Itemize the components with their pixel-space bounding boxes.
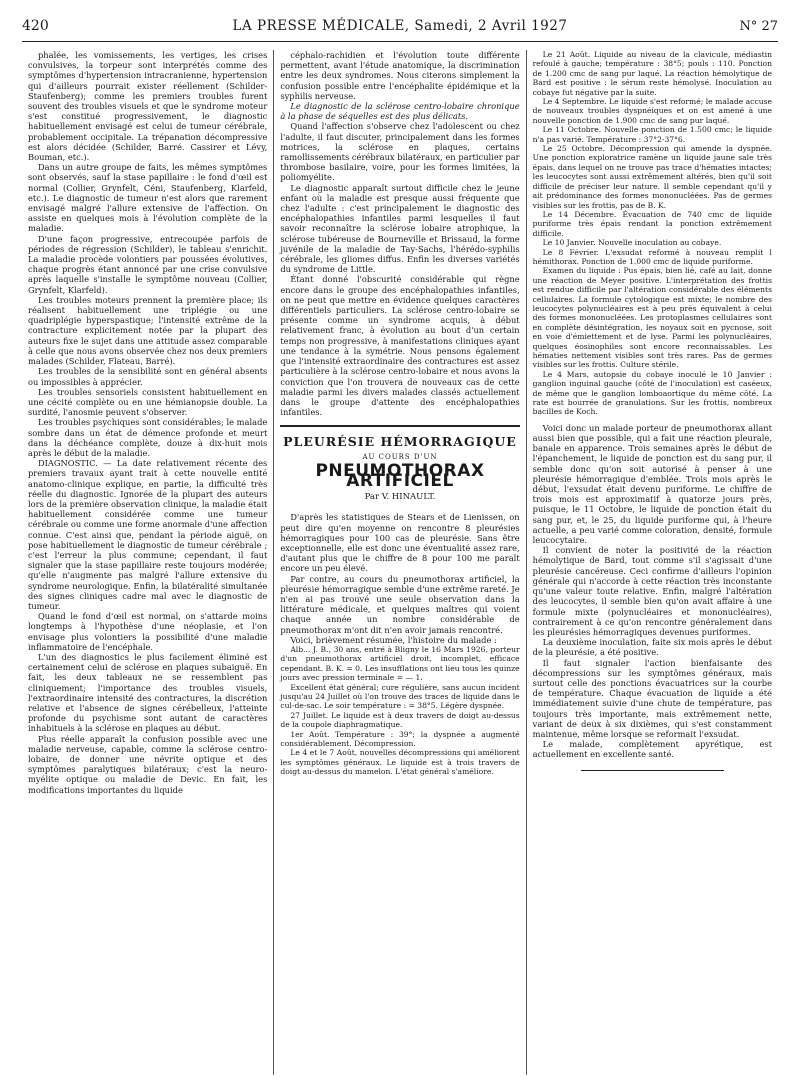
paragraph: Quand l'affection s'observe chez l'adolescent ou chez l'adulte, il faut discuter, principalement dans les formes motrices, la sclérose en plaques, certains ramollissements cérébraux bilatéraux, en particulier par thrombose basilaire, voire, pour les formes limitées, la poliomyélite. [280, 121, 520, 183]
paragraph: La deuxième inoculation, faite six mois après le début de la pleurésie, a été positive. [532, 637, 772, 658]
paragraph: Il convient de noter la positivité de la réaction hémolytique de Bard, tout comme s'il s'agissait d'une pleurésie cancéreuse. Ceci confirme d'ailleurs l'opinion générale qui n'accorde à cette réaction très inconstante qu'une valeur toute relative. Enfin, malgré l'altération des leucocytes, il semble bien qu'on avait affaire à une formule mixte (polynucléaires et mononucléaires), contrairement à ce qu'on rencontre généralement dans les pleurésies hémorragiques devenues puriformes. [532, 545, 772, 637]
case-entry: Le 4 et le 7 Août, nouvelles décompressions qui améliorent les symptômes généraux. Le liquide est à trois travers de doigt au-dessus du mamelon. L'état général s'améliore. [280, 748, 520, 777]
paragraph: Les troubles de la sensibilité sont en général absents ou impossibles à apprécier. [28, 366, 268, 387]
paragraph: L'un des diagnostics le plus facilement éliminé est certainement celui de sclérose en plaques subaiguë. En fait, les deux tableaux ne se ressemblent pas cliniquement; l'importance des troubles visuels, l'extraordinaire intensité des contractures, la discrétion relative et l'absence de signes cérébelleux, l'atteinte profonde du psychisme sont autant de caractères inhabituels à la sclérose en plaques au début. [28, 651, 268, 734]
paragraph: Le malade, complètement apyrétique, est actuellement en excellente santé. [532, 739, 772, 760]
paragraph: DIAGNOSTIC. — La date relativement récente des premiers travaux ayant trait à cette nouvelle entité anatomo-clinique explique, en partie, la difficulté très réelle du diagnostic. Ignorée de la plupart des auteurs lors de la première observation clinique, la maladie était habituellement considérée comme une tumeur cérébrale ou comme une forme anormale d'une affection connue. C'est ainsi que, pendant la période aiguë, on pose habituellement le diagnostic de tumeur cérébrale ; c'est l'erreur la plus commune; cependant, il faut signaler que la stase papillaire reste toujours modérée; qu'elle n'augmente pas malgré l'allure extensive du syndrome neurologique. Enfin, la bilatéralité simultanée des signes cliniques cadre mal avec le diagnostic de tumeur. [28, 458, 268, 611]
paragraph: phalée, les vomissements, les vertiges, les crises convulsives, la torpeur sont interprétés comme des symptômes d'hypertension intracranienne, hypertension qui d'ailleurs pourrait exister réellement (Schilder-Staufenberg); comme les premiers troubles furent souvent des troubles visuels et que le syndrome moteur s'est constitué progressivement, le diagnostic habituellement envisagé est celui de tumeur cérébrale, probablement occipitale. La trépanation décompressive est alors décidée (Schilder, Barré. Cassirer et Lévy, Bouman, etc.). [28, 50, 268, 163]
paragraph: Quand le fond d'œil est normal, on s'attarde moins longtemps à l'hypothèse d'une néoplasie, et l'on envisage plus volontiers la possibilité d'une maladie inflammatoire de l'encéphale. [28, 611, 268, 652]
case-entry: 27 Juillet. Le liquide est à deux travers de doigt au-dessus de la coupole diaphragmatique. [280, 710, 520, 730]
end-rule [581, 770, 725, 771]
case-entry: Examen du liquide : Pus épais, bien lié, café au lait, donne une réaction de Meyer positive. L'interprétation des frottis est rendue difficile par l'altération considérable des éléments cellulaires. La formule cytologique est mixte; le nombre des leucocytes polynucléaires est à peu près équivalent à celui des formes mononucléées. Les protoplasmes cellulaires sont en complète désintégration, les noyaux soit en pycnose, soit en voie d'émiettement et de lyse. Parmi les polynucléaires, quelques éosinophiles sont encore reconnaissables. Les hématies nettement visibles sont très rares. Pas de germes visibles sur les frottis. Culture stérile. [532, 266, 772, 370]
case-entry: Alb... J. B., 30 ans, entré à Bligny le 16 Mars 1926, porteur d'un pneumothorax artificiel droit, incomplet, efficace cependant. B. K. = 0. Les insufflations ont lieu tous les quinze jours avec pression terminale = — 1. [280, 644, 520, 683]
paragraph: Plus réelle apparaît la confusion possible avec une maladie nerveuse, capable, comme la sclérose centro-lobaire, de donner une névrite optique et des symptômes paralytiques bilatéraux; c'est la neuro-myélite optique ou maladie de Devic. En fait, les modifications importantes du liquide [28, 733, 268, 795]
article-title-line-1: PLEURÉSIE HÉMORRAGIQUE [283, 434, 517, 450]
running-header [22, 18, 778, 42]
case-entry: Le 14 Décembre. Évacuation de 740 cmc de liquide puriforme très épais rendant la ponction extrêmement difficile. [532, 209, 772, 238]
paragraph: Le diagnostic apparaît surtout difficile chez le jeune enfant où la maladie est presque aussi fréquente que chez l'adulte : c'est principalement le diagnostic des encéphalopathies infantiles parmi lesquelles il faut savoir reconnaître la sclérose lobaire atrophique, la sclérose tubéreuse de Bourneville et Brissaud, la forme juvénile de la maladie de Tay-Sachs, l'hérédo-syphilis cérébrale, les gliomes diffus. Enfin les diverses variétés du syndrome de Little. [280, 182, 520, 275]
case-entry: Le 10 Janvier. Nouvelle inoculation au cobaye. [542, 238, 722, 248]
article-title-line-3: PNEUMOTHORAX ARTIFICIEL [315, 460, 485, 491]
case-entry: Le 21 Août. Liquide au niveau de la clavicule, médiastin refoulé à gauche; température : 38°5; pouls : 110. Ponction de 1.200 cmc de sang pur laqué. La réaction hémolytique de Bard est positive : le sérum reste hémolysé. Inoculation au cobaye fut négative par la suite. [532, 50, 772, 97]
journal-title: LA PRESSE MÉDICALE, Samedi, 2 Avril 1927 [232, 18, 568, 34]
case-entry: 1er Août. Température : 39°; la dyspnée a augmenté considérablement. Décompression. [280, 729, 520, 749]
paragraph: D'après les statistiques de Stears et de Lienissen, on peut dire qu'en moyenne on rencontre 8 pleurésies hémorragiques pour 100 cas de pleurésie. Sans être exceptionnelle, elle est donc une éventualité assez rare, d'autant plus que le chiffre de 8 pour 100 me paraît encore un peu élevé. [280, 512, 520, 574]
article-heading [280, 425, 519, 502]
paragraph: Voici, brièvement résumée, l'histoire du malade : [290, 634, 497, 645]
article-title-line-2: AU COURS D'UN [362, 452, 438, 461]
case-entry: Le 4 Septembre. Le liquide s'est reformé; le malade accuse de nouveaux troubles dyspnéiques et on est amené à une nouvelle ponction de 1.900 cmc de sang pur laqué. [532, 97, 772, 125]
case-history [280, 645, 519, 777]
column-3 [526, 50, 778, 1075]
paragraph: Les troubles sensoriels consistent habituellement en une cécité complète ou en une hémianopsie double. La surdité, l'anosmie peuvent s'observer. [28, 386, 268, 418]
column-2 [273, 50, 525, 1075]
paragraph: céphalo-rachidien et l'évolution toute différente permettent, avant l'étude anatomique, la discrimination entre les deux syndromes. Nous citerons simplement la confusion possible entre l'encéphalite épidémique et la syphilis nerveuse. [280, 50, 520, 101]
case-entry: Le 4 Mars, autopsie du cobaye inoculé le 10 Janvier : ganglion inguinal gauche (côté de l'inoculation) est caséeux, de même que le ganglion lomboaortique du même côté. La rate est bourrée de granulations. Sur les frottis, nombreux bacilles de Koch. [532, 369, 772, 417]
case-entry: Le 25 Octobre. Décompression qui amende la dyspnée. Une ponction exploratrice ramène un liquide jaune sale très épais, dans lequel on ne trouve pas trace d'hématies intactes; les leucocytes sont aussi extrêmement altérés, bien qu'il soit difficile de préciser leur nature. Il semble cependant qu'il y ait prédominance des formes mononucléées. Pas de germes visibles sur les frottis, pas de B. K. [532, 144, 772, 210]
paragraph: Les troubles psychiques sont considérables; le malade sombre dans un état de démence profonde et meurt dans la déchéance complète, douze à dix-huit mois après le début de la maladie. [28, 417, 268, 458]
case-entry: Excellent état général; cure régulière, sans aucun incident jusqu'au 24 Juillet où l'on trouve des traces de liquide dans le cul-de-sac. Le soir température : = 38°5. Légère dyspnée. [280, 682, 520, 711]
paragraph: Les troubles moteurs prennent la première place; ils réalisent habituellement une triplégie ou une quadriplégie hyperspastique; l'intensité extrême de la contracture explicitement notée par la plupart des auteurs fixe le sujet dans une attitude assez comparable à celle que nous avons observée chez nos deux premiers malades (Schilder, Flateau, Barré). [28, 294, 268, 367]
case-entry: Le 11 Octobre. Nouvelle ponction de 1.500 cmc; le liquide n'a pas varié. Température : 37°2-37°6. [532, 125, 772, 144]
page-number: 420 [22, 18, 49, 34]
issue-number: N° 27 [739, 19, 778, 34]
paragraph: Étant donné l'obscurité considérable qui règne encore dans le groupe des encéphalopathies infantiles, on ne peut que mettre en évidence quelques caractères différentiels particuliers. La sclérose centro-lobaire se présente comme un syndrome acquis, à début relativement franc, à évolution au bout d'un certain temps non progressive, à manifestations cliniques ayant une tendance à la symétrie. Nous pensons également que l'intensité extraordinaire des contractures est assez particulière à la sclérose centro-lobaire et nous avons la conviction que l'on trouvera de nouveaux cas de cette maladie parmi les divers malades classés actuellement dans le groupe d'attente des encéphalopathies infantiles. [280, 274, 520, 418]
column-1 [22, 50, 273, 1075]
article-author: Par V. HINAULT. [364, 492, 436, 503]
paragraph: Le diagnostic de la sclérose centro-lobaire chronique à la phase de séquelles est des plus délicats. [280, 101, 520, 122]
columns [22, 50, 778, 1075]
case-history-continued [533, 50, 772, 417]
paragraph: Par contre, au cours du pneumothorax artificiel, la pleurésie hémorragique semble d'une extrême rareté. Je n'en ai pas trouvé une seule observation dans la littérature médicale, et quelques maîtres qui voient chaque année un nombre considérable de pneumothorax m'ont dit n'en avoir jamais rencontré. [280, 573, 520, 635]
paragraph: D'une façon progressive, entrecoupée parfois de périodes de régression (Schilder), le tableau s'enrichit. La maladie procède volontiers par poussées évolutives, chaque progrès étant annoncé par une crise convulsive après laquelle s'installe le symptôme nouveau (Collier, Grynfelt, Klarfeld). [28, 233, 268, 295]
paragraph: Il faut signaler l'action bienfaisante des décompressions sur les symptômes généraux, mais surtout celle des ponctions évacuatrices sur la courbe de température. Chaque évacuation de liquide a été immédiatement suivie d'une chute de température, pas toujours très importante, mais extrêmement nette, variant de deux à six dixièmes, qui s'est constamment maintenue, même lorsque se reformait l'exsudat. [532, 657, 772, 739]
paragraph: Voici donc un malade porteur de pneumothorax allant aussi bien que possible, qui a fait une réaction pleurale, banale en apparence. Trois semaines après le début de l'épanchement, le liquide de ponction est du sang pur, il semble donc qu'on soit autorisé à penser à une pleurésie hémorragique d'emblée. Trois mois après le début, l'exsudat était devenu puriforme. Le chiffre de trois mois est approximatif à quatorze jours près, puisque, le 11 Octobre, le liquide de ponction était du sang pur, et, le 25, du liquide puriforme qui, à l'heure actuelle, a peu varié comme coloration, densité, formule leucocytaire. [532, 422, 772, 546]
paragraph: Dans un autre groupe de faits, les mêmes symptômes sont observés, sauf la stase papillaire : le fond d'œil est normal (Collier, Grynfelt, Céni, Staufenberg, Klarfeld, etc.). Le diagnostic de tumeur n'est alors que rarement envisagé malgré l'allure extensive de l'affection. On assiste en quelques mois à l'évolution complète de la maladie. [28, 162, 268, 234]
case-entry: Le 8 Février. L'exsudat reformé à nouveau remplit l hémithorax. Ponction de 1.000 cmc de liquide puriforme. [532, 247, 772, 266]
